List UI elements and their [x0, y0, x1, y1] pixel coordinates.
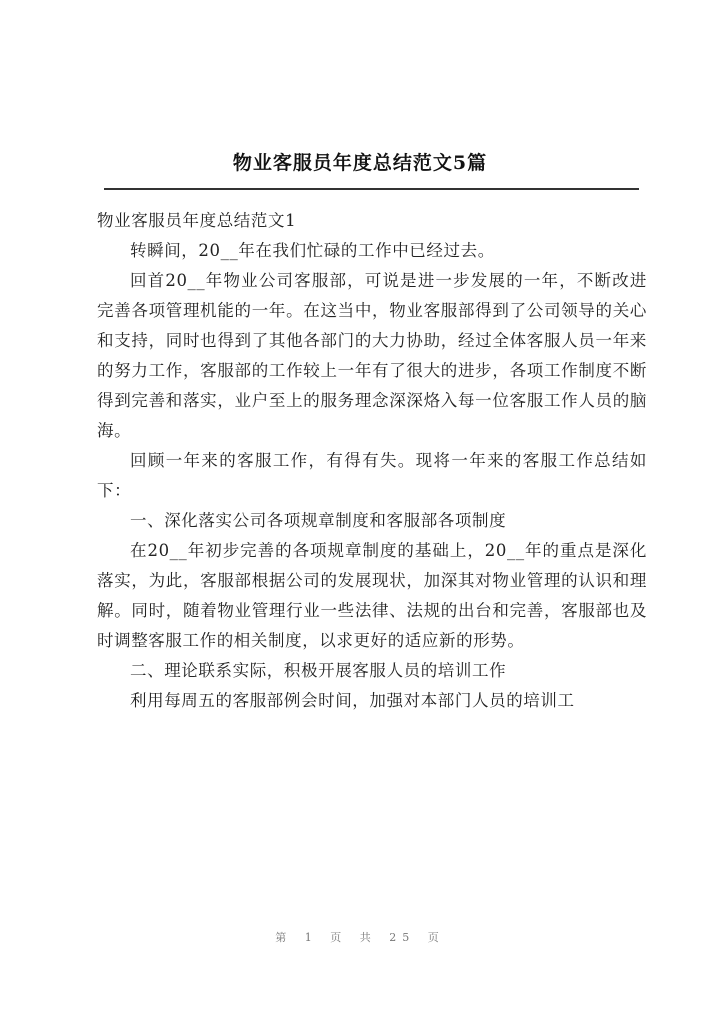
subheading: 一、深化落实公司各项规章制度和客服部各项制度: [130, 511, 507, 530]
document-body: [97, 206, 647, 716]
paragraph: 回首20__年物业公司客服部，可说是进一步发展的一年，不断改进完善各项管理机能的一年。在这当中，物业客服部得到了公司领导的关心和支持，同时也得到了其他各部门的大力协助，经过全体客服人员一年来的努力工作，客服部的工作较上一年有了很大的进步，各项工作制度不断得到完善和落实，业户至上的服务理念深深烙入每一位客服工作人员的脑海。: [97, 271, 647, 440]
paragraph: 回顾一年来的客服工作，有得有失。现将一年来的客服工作总结如下：: [97, 451, 647, 500]
document-title: 物业客服员年度总结范文5篇: [232, 152, 488, 174]
paragraph: 转瞬间，20__年在我们忙碌的工作中已经过去。: [130, 241, 495, 260]
section-heading: 物业客服员年度总结范文1: [97, 211, 297, 230]
paragraph: 在20__年初步完善的各项规章制度的基础上，20__年的重点是深化落实，为此，客服部根据公司的发展现状，加深其对物业管理的认识和理解。同时，随着物业管理行业一些法律、法规的出台和完善，客服部也及时调整客服工作的相关制度，以求更好的适应新的形势。: [97, 541, 647, 650]
title-divider: [104, 188, 639, 190]
paragraph: 利用每周五的客服部例会时间，加强对本部门人员的培训工: [130, 691, 575, 710]
subheading: 二、理论联系实际，积极开展客服人员的培训工作: [130, 661, 507, 680]
page-number-footer: 第 1 页 共 25 页: [275, 931, 445, 944]
